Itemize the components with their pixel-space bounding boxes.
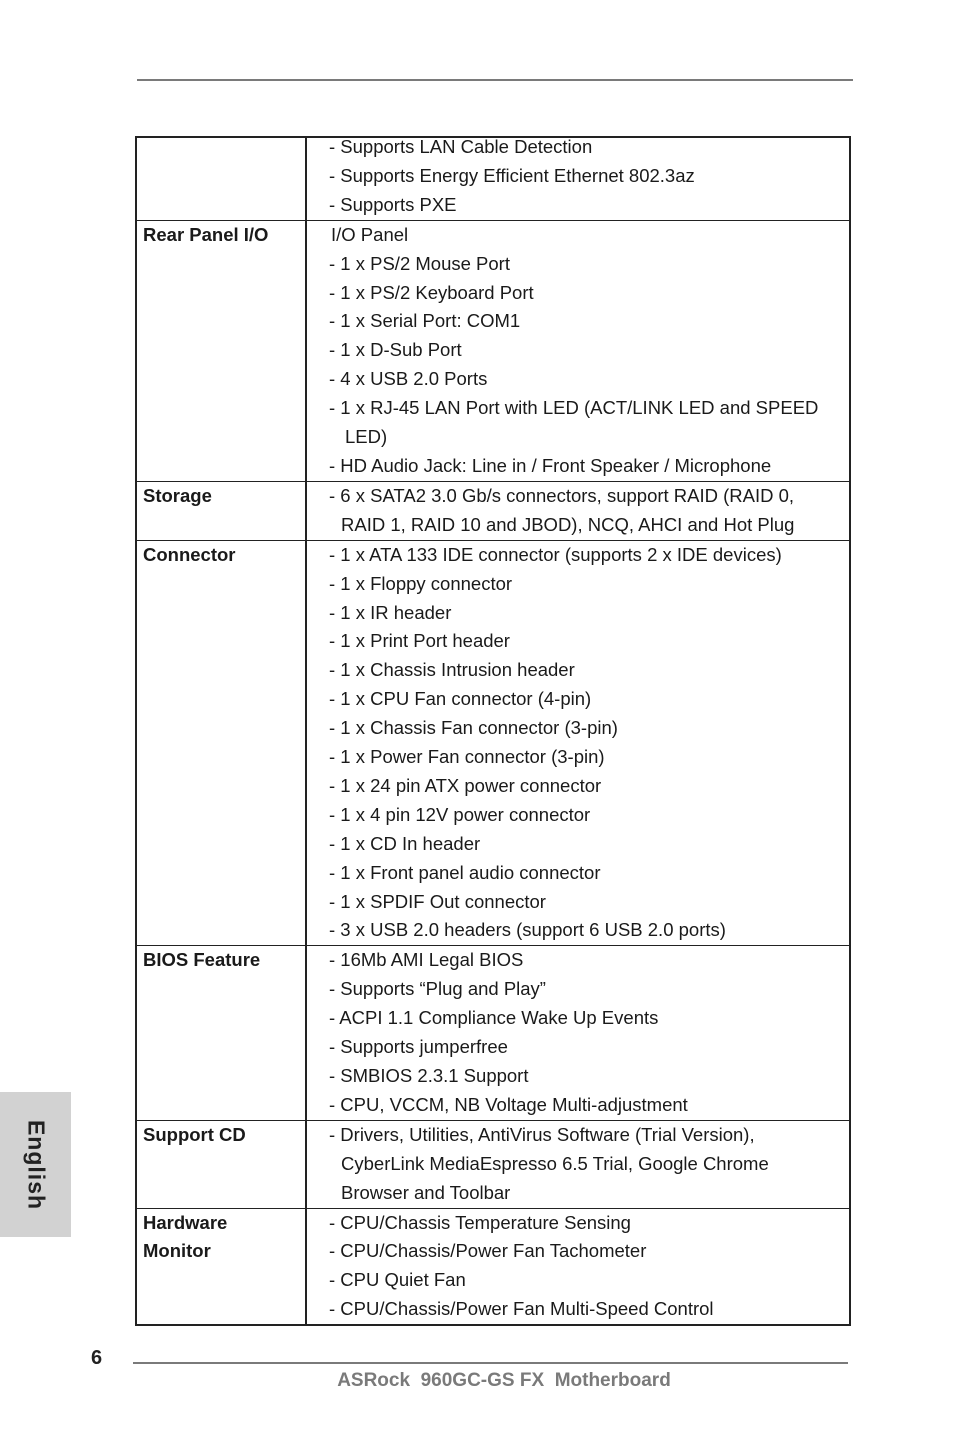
spec-item: - 1 x RJ-45 LAN Port with LED (ACT/LINK LED and SPEED [329,397,819,419]
spec-item: - 6 x SATA2 3.0 Gb/s connectors, support RAID (RAID 0, [329,484,795,506]
spec-values [306,946,850,1120]
spec-item: - CPU/Chassis/Power Fan Multi-Speed Control [329,1298,714,1320]
spec-row-support-cd [136,1120,850,1208]
spec-item: - CPU/Chassis/Power Fan Tachometer [329,1240,647,1262]
spec-item: - 1 x 4 pin 12V power connector [329,803,591,825]
spec-values [306,1120,850,1208]
spec-row-lan-continued [136,137,850,220]
spec-item: - 1 x PS/2 Keyboard Port [329,281,534,303]
spec-values [306,137,850,220]
spec-label [136,137,306,220]
spec-label: Support CD [136,1120,306,1208]
spec-item: - SMBIOS 2.3.1 Support [329,1065,529,1086]
spec-item-continuation: CyberLink MediaEspresso 6.5 Trial, Google Chrome [341,1152,769,1174]
spec-values [306,481,850,540]
spec-label: Connector [136,540,306,946]
spec-row-hardware-monitor [136,1208,850,1325]
language-tab [0,1092,71,1237]
spec-item-continuation: LED) [345,426,388,448]
spec-item-continuation: RAID 1, RAID 10 and JBOD), NCQ, AHCI and Hot Plug [341,513,795,535]
spec-values [306,540,850,946]
page-number: 6 [91,1347,103,1369]
spec-table [135,136,851,1326]
footer-title: ASRock 960GC-GS FX Motherboard [337,1370,671,1391]
spec-item-continuation: Browser and Toolbar [341,1181,511,1203]
spec-row-storage [136,481,850,540]
spec-item: - 1 x PS/2 Mouse Port [329,252,510,274]
spec-item: - Drivers, Utilities, AntiVirus Software (Trial Version), [329,1123,755,1145]
spec-item: - 1 x Chassis Intrusion header [329,659,575,681]
spec-item: - 1 x SPDIF Out connector [329,890,546,912]
spec-item: - Supports Energy Efficient Ethernet 802.3az [329,164,695,186]
spec-item: - CPU, VCCM, NB Voltage Multi-adjustment [329,1093,688,1115]
spec-item: - ACPI 1.1 Compliance Wake Up Events [329,1007,659,1029]
spec-item: - 1 x Chassis Fan connector (3-pin) [329,717,618,739]
spec-row-connector [136,540,850,946]
spec-item: - 1 x Print Port header [329,630,510,652]
spec-item: I/O Panel [331,223,409,245]
spec-item: - 1 x IR header [329,601,452,623]
spec-item: - 1 x CPU Fan connector (4-pin) [329,688,592,710]
spec-item: - Supports “Plug and Play” [329,978,546,1000]
spec-item: - 1 x Power Fan connector (3-pin) [329,746,605,768]
spec-item: - Supports PXE [329,193,457,215]
spec-row-bios-feature [136,946,850,1120]
spec-item: - Supports LAN Cable Detection [329,136,593,157]
spec-item: - 3 x USB 2.0 headers (support 6 USB 2.0 ports) [329,919,726,941]
spec-item: - HD Audio Jack: Line in / Front Speaker / Microphone [329,454,772,476]
spec-item: - 16Mb AMI Legal BIOS [329,949,524,971]
spec-item: - 1 x Floppy connector [329,572,513,594]
spec-label-line: Monitor [143,1240,211,1262]
header-rule [137,79,853,81]
spec-values [306,220,850,481]
spec-label-line: Hardware [143,1211,228,1233]
spec-item: - 1 x 24 pin ATX power connector [329,774,602,796]
language-tab-label: English [23,1119,49,1210]
spec-row-rear-panel-io [136,220,850,481]
spec-item: - 1 x ATA 133 IDE connector (supports 2 x IDE devices) [329,543,782,565]
spec-item: - 1 x CD In header [329,832,481,854]
spec-label: Rear Panel I/O [136,220,306,481]
footer-rule [133,1362,848,1364]
spec-item: - 1 x D-Sub Port [329,339,462,361]
spec-label: BIOS Feature [136,946,306,1120]
spec-item: - Supports jumperfree [329,1036,508,1058]
spec-item: - CPU/Chassis Temperature Sensing [329,1211,631,1233]
spec-item: - 4 x USB 2.0 Ports [329,368,488,390]
spec-label: Storage [136,481,306,540]
spec-item: - 1 x Front panel audio connector [329,861,601,883]
spec-label [136,1208,306,1325]
spec-values [306,1208,850,1325]
spec-item: - 1 x Serial Port: COM1 [329,310,521,332]
spec-item: - CPU Quiet Fan [329,1269,466,1291]
